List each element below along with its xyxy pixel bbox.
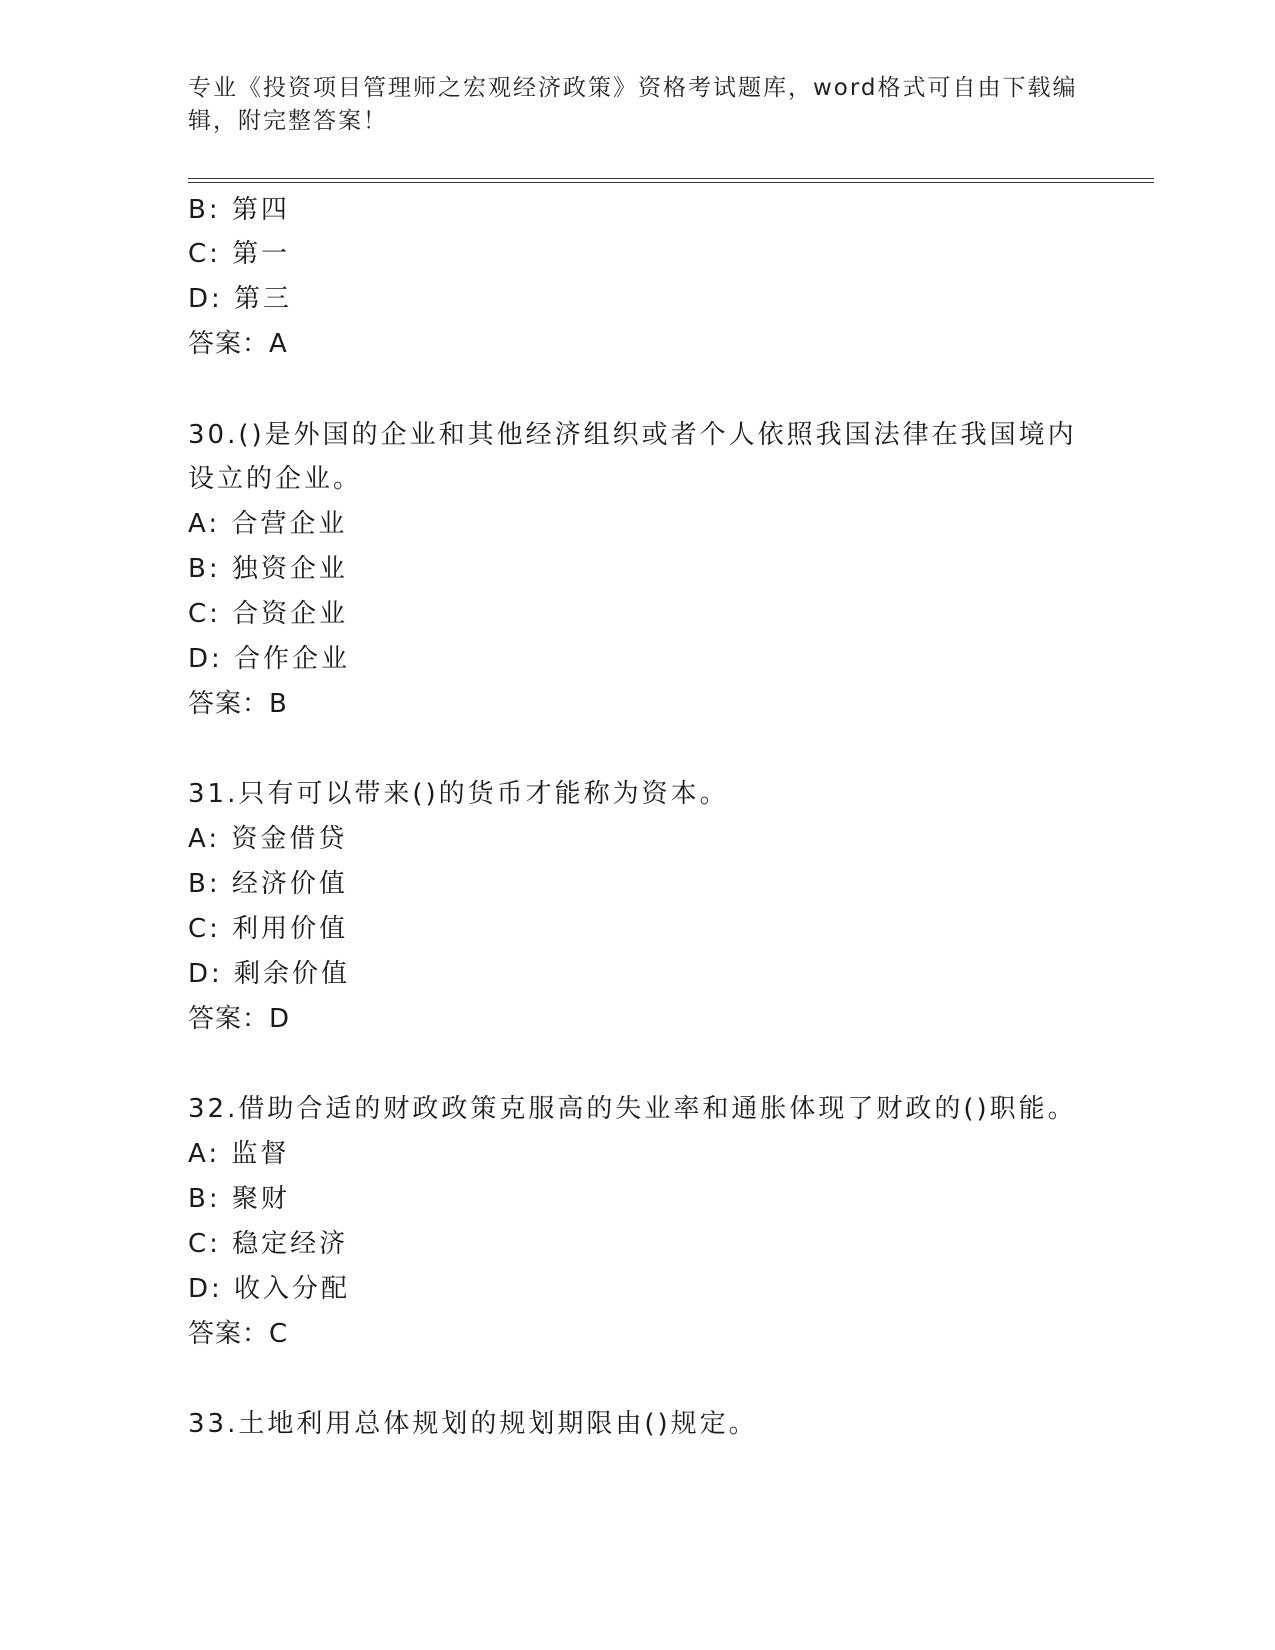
question-32: 32.借助合适的财政政策克服高的失业率和通胀体现了财政的()职能。 bbox=[188, 1094, 1077, 1124]
option-c: C: 稳定经济 bbox=[188, 1229, 349, 1259]
option-c: C: 第一 bbox=[188, 239, 291, 269]
question-30-line-2: 设立的企业。 bbox=[188, 464, 363, 494]
question-30-line-1: 30.()是外国的企业和其他经济组织或者个人依照我国法律在我国境内 bbox=[188, 420, 1077, 450]
option-d: D: 收入分配 bbox=[188, 1274, 351, 1304]
option-a: A: 合营企业 bbox=[188, 509, 348, 539]
option-b: B: 第四 bbox=[188, 195, 290, 225]
option-a: A: 监督 bbox=[188, 1139, 290, 1169]
option-c: C: 合资企业 bbox=[188, 599, 349, 629]
question-33: 33.土地利用总体规划的规划期限由()规定。 bbox=[188, 1409, 758, 1439]
answer-line: 答案：A bbox=[188, 329, 288, 359]
answer-line: 答案：C bbox=[188, 1319, 289, 1349]
document-header bbox=[188, 72, 1088, 138]
option-d: D: 合作企业 bbox=[188, 644, 351, 674]
option-d: D: 第三 bbox=[188, 284, 293, 314]
header-text: 专业《投资项目管理师之宏观经济政策》资格考试题库，word格式可自由下载编辑，附完整答案！ bbox=[188, 75, 1078, 134]
option-a: A: 资金借贷 bbox=[188, 824, 348, 854]
header-divider bbox=[188, 178, 1154, 183]
option-b: B: 聚财 bbox=[188, 1184, 290, 1214]
question-31: 31.只有可以带来()的货币才能称为资本。 bbox=[188, 779, 729, 809]
answer-line: 答案：B bbox=[188, 689, 288, 719]
option-b: B: 经济价值 bbox=[188, 869, 348, 899]
option-b: B: 独资企业 bbox=[188, 554, 348, 584]
option-d: D: 剩余价值 bbox=[188, 959, 351, 989]
option-c: C: 利用价值 bbox=[188, 914, 349, 944]
answer-line: 答案：D bbox=[188, 1004, 291, 1034]
